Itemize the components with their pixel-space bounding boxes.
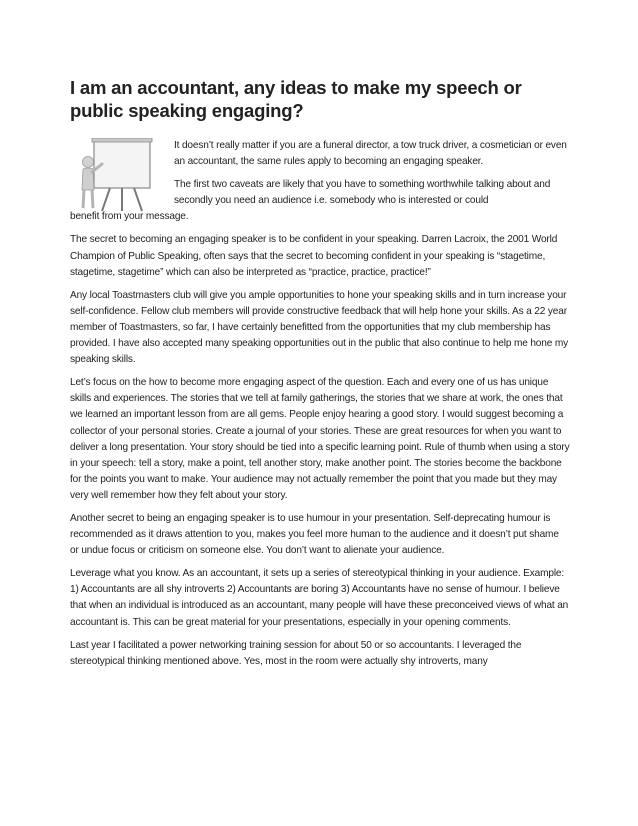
page-title: I am an accountant, any ideas to make my speech or public speaking engaging? xyxy=(70,77,522,121)
paragraph-6: Another secret to being an engaging speaker is to use humour in your presentation. Self-deprecating humour is recommended as it draws attention to you, makes you feel more human to the audience and it doesn’t put shame or undue focus or criticism on someone else. You don’t want to alienate your audience. xyxy=(70,512,559,557)
paragraph-4: Any local Toastmasters club will give you ample opportunities to hone your speaking skills and in turn increase your self-confidence. Fellow club members will provide constructive feedback that will help hone your skills. As a 22 year member of Toastmasters, so far, I have certainly benefitted from the opportunities that my club membership has provided. I have also accepted many speaking opportunities out in the public that also continue to help me hone my speaking skills. xyxy=(70,289,569,366)
paragraph-3: The secret to becoming an engaging speaker is to be confident in your speaking. Darren Lacroix, the 2001 World Champion of Public Speaking, often says that the secret to becoming confident in your speaking is “stagetime, stagetime, stagetime” which can also be interpreted as “practice, practice, practice!” xyxy=(70,234,558,278)
article-body xyxy=(70,138,570,677)
paragraph-2: The first two caveats are likely that you have to something worthwhile talking about and secondly you need an audience i.e. somebody who is interested or could xyxy=(174,179,551,207)
paragraph-5: Let’s focus on the how to become more engaging aspect of the question. Each and every one of us has unique skills and experiences. The stories that we tell at family gatherings, the stories that we share at work, the ones that we learned an important lesson from are all gems. People enjoy hearing a good story. I would suggest becoming a collector of your personal stories. Create a journal of your stories. These are great resources for when you want to deliver a long presentation. Your story should be tied into a specific learning point. Rule of thumb when using a story in your speech: tell a story, make a point, tell another story, make another point. The stories become the backbone for the points you want to make. Your audience may not actually remember the point that you made but they may very well remember how they felt about your story. xyxy=(70,377,570,501)
paragraph-2-continued: benefit from your message. xyxy=(70,211,189,223)
paragraph-7: Leverage what you know. As an accountant, it sets up a series of stereotypical thinking in your audience. Example: 1) Accountants are all shy introverts 2) Accountants are boring 3) Accountants have no sense of humour. I believe that when an individual is introduced as an accountant, many people will have these preconceived views of what an accountant is. This can be great material for your presentations, especially in your opening comments. xyxy=(70,568,569,628)
paragraph-8: Last year I facilitated a power networking training session for about 50 or so accountants. I leveraged the stereotypical thinking mentioned above. Yes, most in the room were actually shy introverts, many xyxy=(70,639,522,667)
paragraph-1: It doesn’t really matter if you are a funeral director, a tow truck driver, a cosmetician or even an accountant, the same rules apply to becoming an engaging speaker. xyxy=(174,140,567,168)
